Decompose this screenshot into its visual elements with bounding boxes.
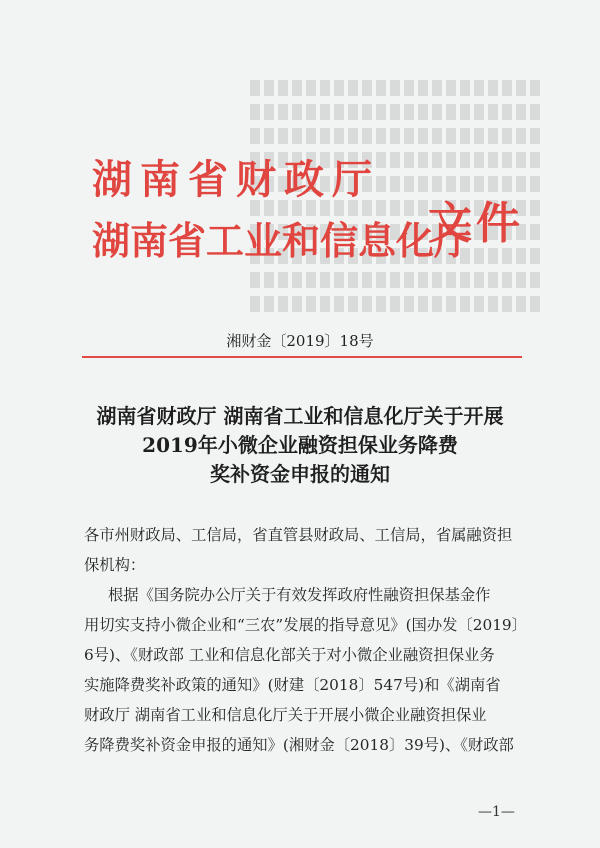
red-divider-line [82, 356, 522, 358]
doc-type-label: 文件 [428, 198, 524, 249]
document-title [40, 402, 560, 489]
body-line: 各市州财政局、工信局，省直管县财政局、工信局，省属融资担 [84, 526, 513, 544]
body-line: 用切实支持小微企业和“三农”发展的指导意见》(国办发〔2019〕 [84, 616, 527, 634]
body-line: 务降费奖补资金申报的通知》(湘财金〔2018〕39号)、《财政部 [84, 736, 514, 754]
document-number: 湘财金〔2019〕18号 [226, 332, 374, 350]
body-line: 6号)、《财政部 工业和信息化部关于对小微企业融资担保业务 [84, 646, 495, 664]
body-line: 根据《国务院办公厅关于有效发挥政府性融资担保基金作 [108, 586, 491, 604]
title-line-2: 2019年小微企业融资担保业务降费 [142, 433, 458, 457]
title-line-3: 奖补资金申报的通知 [210, 462, 390, 486]
body-line: 实施降费奖补政策的通知》(财建〔2018〕547号)和《湖南省 [84, 676, 501, 694]
body-line: 保机构： [84, 556, 146, 574]
issuer-line-1: 湖南省财政厅 [92, 157, 380, 203]
document-body [84, 520, 532, 760]
document-header [92, 157, 532, 290]
title-line-1: 湖南省财政厅 湖南省工业和信息化厅关于开展 [96, 404, 504, 428]
page-number: —1— [478, 804, 515, 820]
body-line: 财政厅 湖南省工业和信息化厅关于开展小微企业融资担保业 [84, 706, 487, 724]
issuer-line-2: 湖南省工业和信息化厅 [92, 219, 473, 263]
